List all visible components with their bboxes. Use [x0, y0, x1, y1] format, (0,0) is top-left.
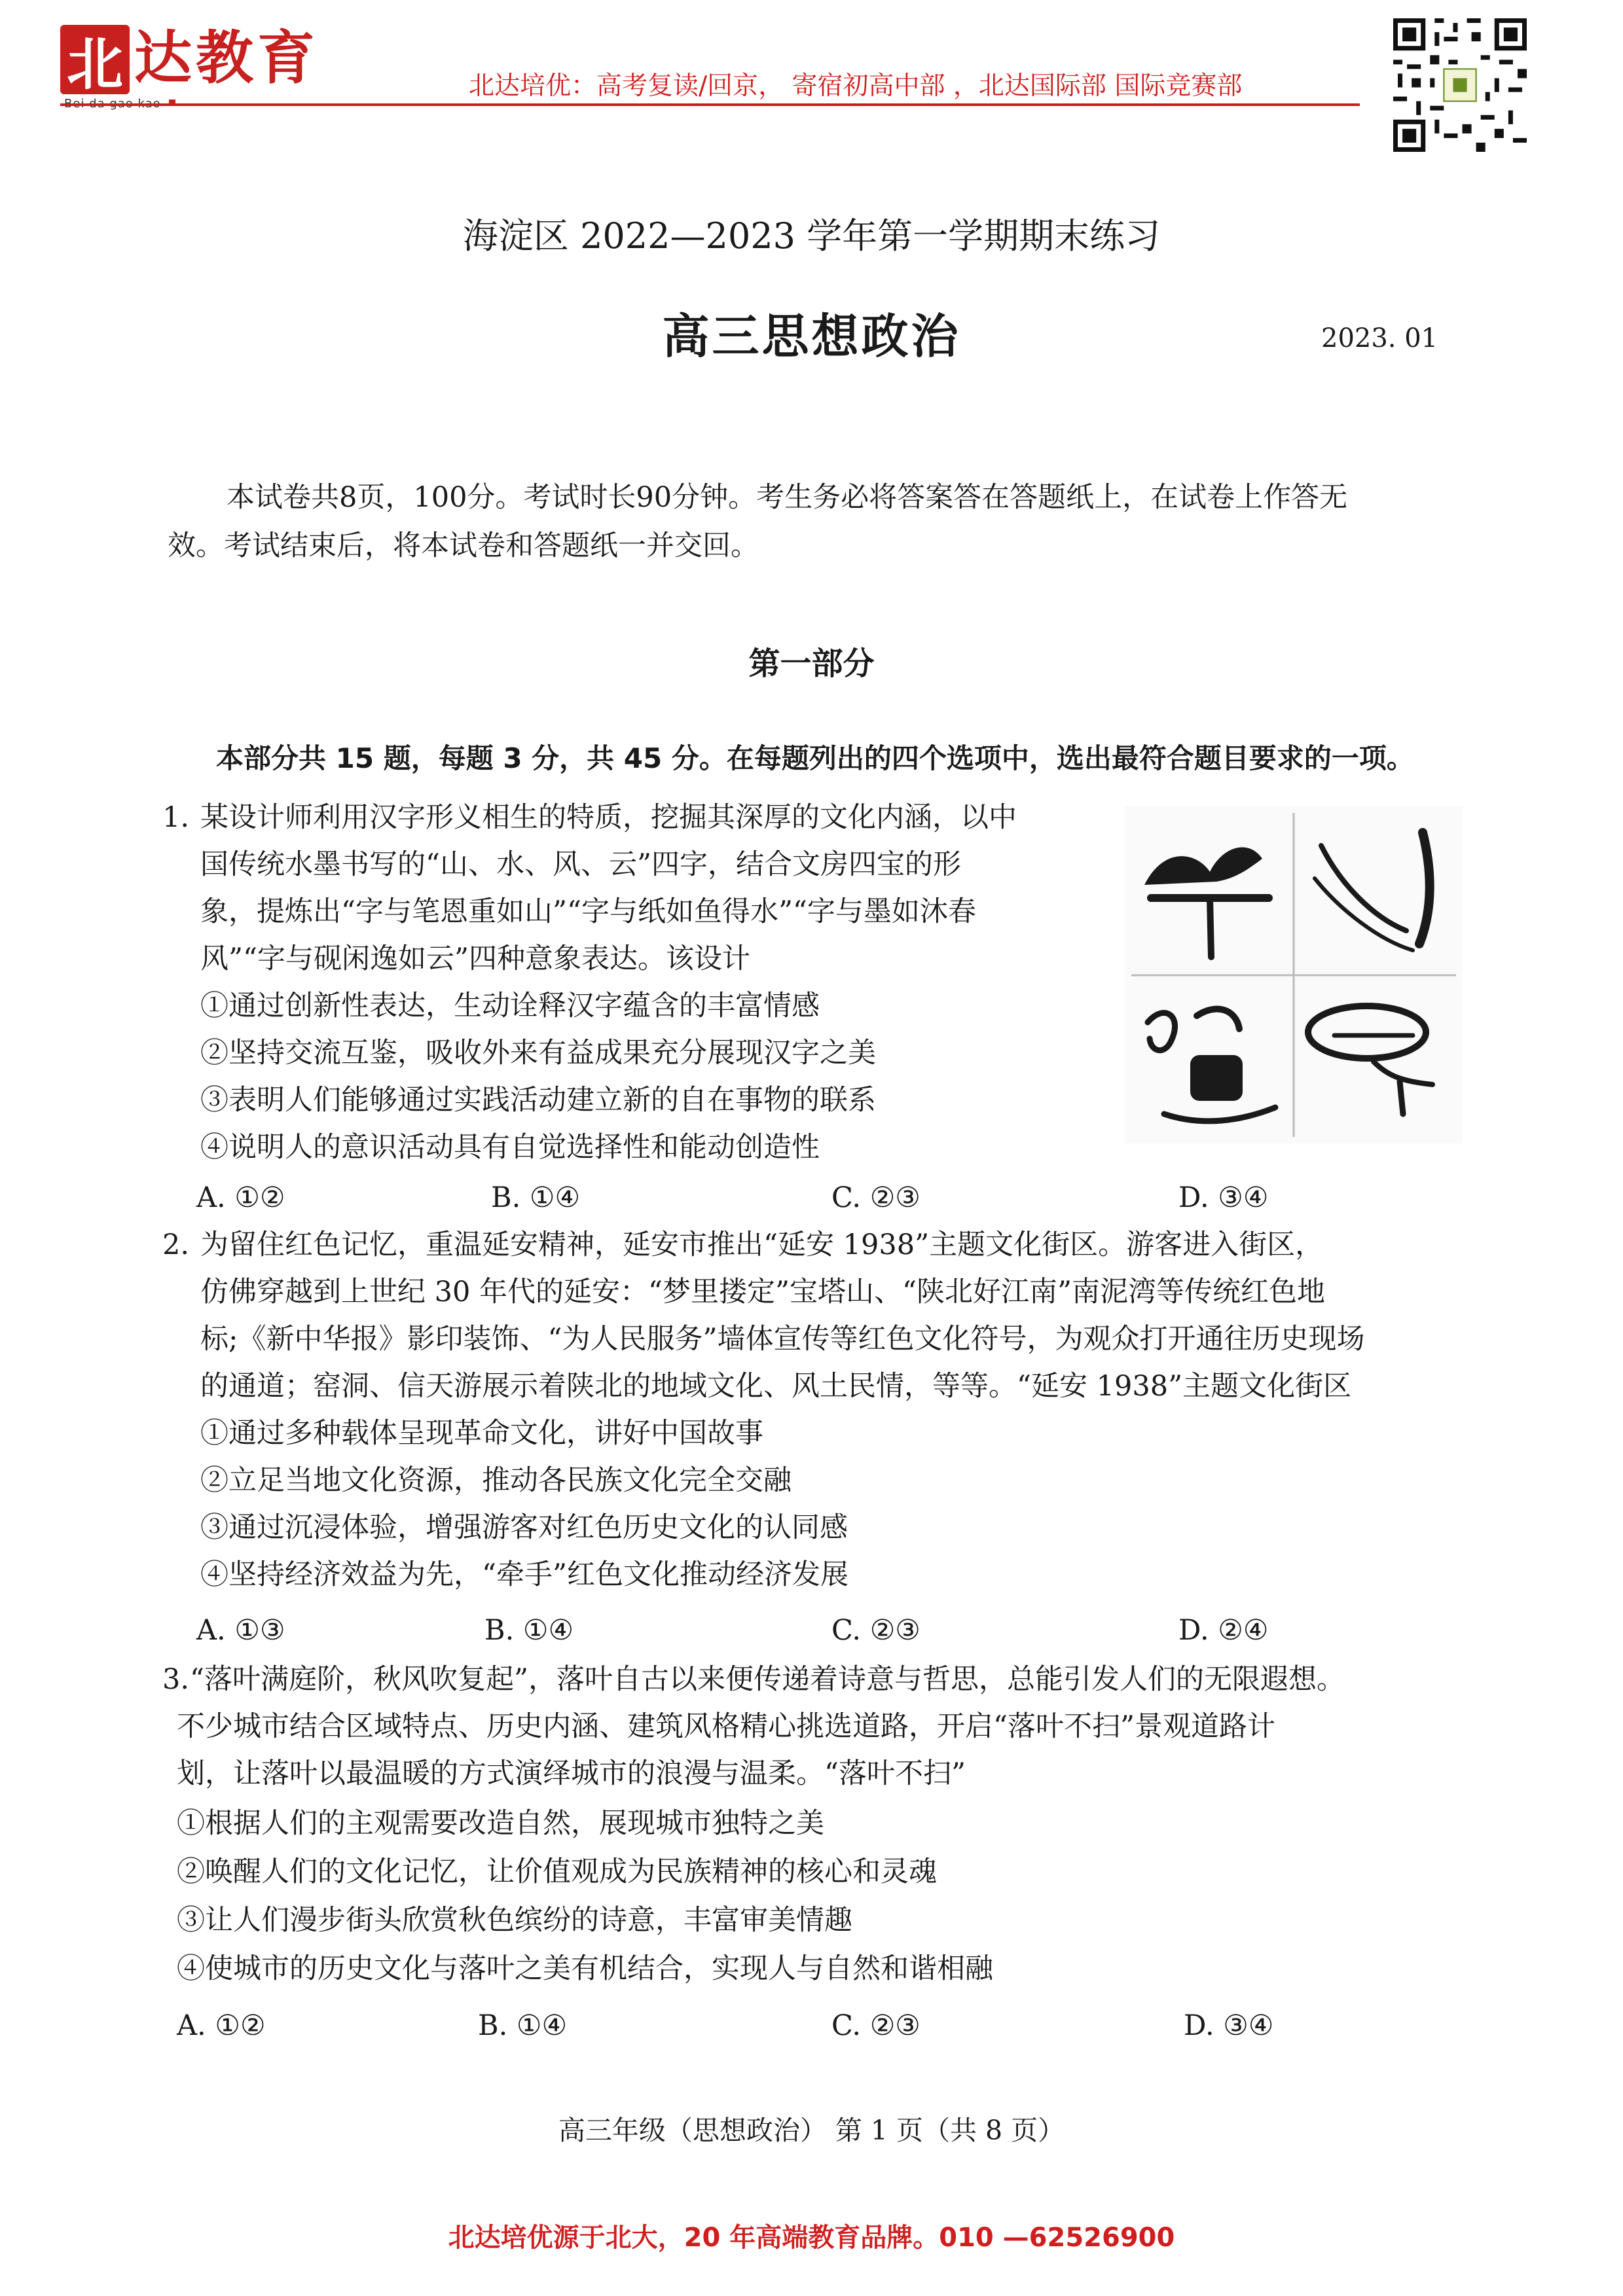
question-stem-line: 风”“字与砚闲逸如云”四种意象表达。该设计 [200, 942, 750, 975]
exam-title: 海淀区 2022—2023 学年第一学期期末练习 [462, 215, 1161, 257]
statement: ①根据人们的主观需要改造自然，展现城市独特之美 [177, 1807, 824, 1840]
statement: ③让人们漫步街头欣赏秋色缤纷的诗意，丰富审美情趣 [177, 1904, 852, 1937]
statement: ①通过多种载体呈现革命文化，讲好中国故事 [200, 1417, 763, 1450]
question-number: 3. [162, 1663, 190, 1696]
question-number: 2. [162, 1229, 190, 1261]
question-stem-line: 不少城市结合区域特点、历史内涵、建筑风格精心挑选道路，开启“落叶不扫”景观道路计 [177, 1710, 1275, 1743]
option-d: D. ③④ [1178, 1181, 1269, 1214]
statement: ③通过沉浸体验，增强游客对红色历史文化的认同感 [200, 1511, 848, 1544]
option-c: C. ②③ [831, 1614, 921, 1647]
question-stem-line: 仿佛穿越到上世纪 30 年代的延安：“梦里搂定”宝塔山、“陕北好江南”南泥湾等传统红色地 [200, 1276, 1325, 1308]
statement: ④使城市的历史文化与落叶之美有机结合，实现人与自然和谐相融 [177, 1952, 993, 1985]
question-stem-line: 标;《新中华报》影印装饰、“为人民服务”墙体宣传等红色文化符号，为观众打开通往历史现场 [200, 1323, 1365, 1355]
option-a: A. ①② [177, 2009, 266, 2042]
option-b: B. ①④ [484, 1614, 574, 1647]
option-a: A. ①③ [196, 1614, 285, 1647]
statement: ②唤醒人们的文化记忆，让价值观成为民族精神的核心和灵魂 [177, 1856, 937, 1888]
option-b: B. ①④ [478, 2009, 568, 2042]
question-stem-line: 的通道；窑洞、信天游展示着陕北的地域文化、风土民情，等等。“延安 1938”主题文化街区 [200, 1370, 1352, 1403]
question-stem-line: 某设计师利用汉字形义相生的特质，挖掘其深厚的文化内涵，以中 [200, 801, 1017, 834]
exam-date: 2023. 01 [1321, 323, 1438, 353]
intro-text: 本试卷共8页，100分。考试时长90分钟。考生务必将答案答在答题纸上，在试卷上作答无 [227, 481, 1348, 514]
intro-text: 效。考试结束后，将本试卷和答题纸一并交回。 [168, 529, 759, 562]
option-d: D. ②④ [1178, 1614, 1269, 1647]
part-title: 第一部分 [748, 645, 875, 682]
header-tagline: 北达培优：高考复读/回京， 寄宿初高中部 ，北达国际部 国际竞赛部 [469, 71, 1243, 101]
statement: ②坚持交流互鉴，吸收外来有益成果充分展现汉字之美 [200, 1037, 876, 1069]
part-instruction: 本部分共 15 题，每题 3 分，共 45 分。在每题列出的四个选项中，选出最符合题目要求的一项。 [216, 742, 1414, 774]
statement: ④坚持经济效益为先，“牵手”红色文化推动经济发展 [200, 1558, 848, 1591]
option-a: A. ①② [196, 1181, 285, 1214]
question-number: 1. [162, 801, 190, 834]
question-stem-line: 国传统水墨书写的“山、水、风、云”四字，结合文房四宝的形 [200, 848, 961, 881]
question-stem-line: 为留住红色记忆，重温延安精神，延安市推出“延安 1938”主题文化街区。游客进入街区， [200, 1229, 1324, 1261]
brand-footer: 北达培优源于北大，20 年高端教育品牌。010 —62526900 [448, 2223, 1175, 2253]
option-b: B. ①④ [491, 1181, 581, 1214]
statement: ②立足当地文化资源，推动各民族文化完全交融 [200, 1464, 792, 1497]
option-d: D. ③④ [1184, 2009, 1274, 2042]
qr-code-icon [1393, 18, 1527, 152]
logo-wordmark: 达教育 [134, 24, 319, 92]
calligraphy-image [1125, 806, 1463, 1143]
statement: ①通过创新性表达，生动诠释汉字蕴含的丰富情感 [200, 990, 820, 1022]
header-divider [60, 103, 1360, 106]
logo-mark: 北 [60, 25, 130, 94]
option-c: C. ②③ [831, 1181, 921, 1214]
question-stem-line: 象，提炼出“字与笔恩重如山”“字与纸如鱼得水”“字与墨如沐春 [200, 895, 976, 928]
question-stem-line: “落叶满庭阶，秋风吹复起”，落叶自古以来便传递着诗意与哲思，总能引发人们的无限遐想。 [190, 1663, 1345, 1696]
question-stem-line: 划，让落叶以最温暖的方式演绎城市的浪漫与温柔。“落叶不扫” [177, 1757, 966, 1790]
statement: ③表明人们能够通过实践活动建立新的自在事物的联系 [200, 1084, 876, 1117]
page-footer: 高三年级（思想政治） 第 1 页（共 8 页） [558, 2115, 1065, 2146]
option-c: C. ②③ [831, 2009, 921, 2042]
subject-title: 高三思想政治 [662, 308, 961, 364]
statement: ④说明人的意识活动具有自觉选择性和能动创造性 [200, 1131, 820, 1164]
